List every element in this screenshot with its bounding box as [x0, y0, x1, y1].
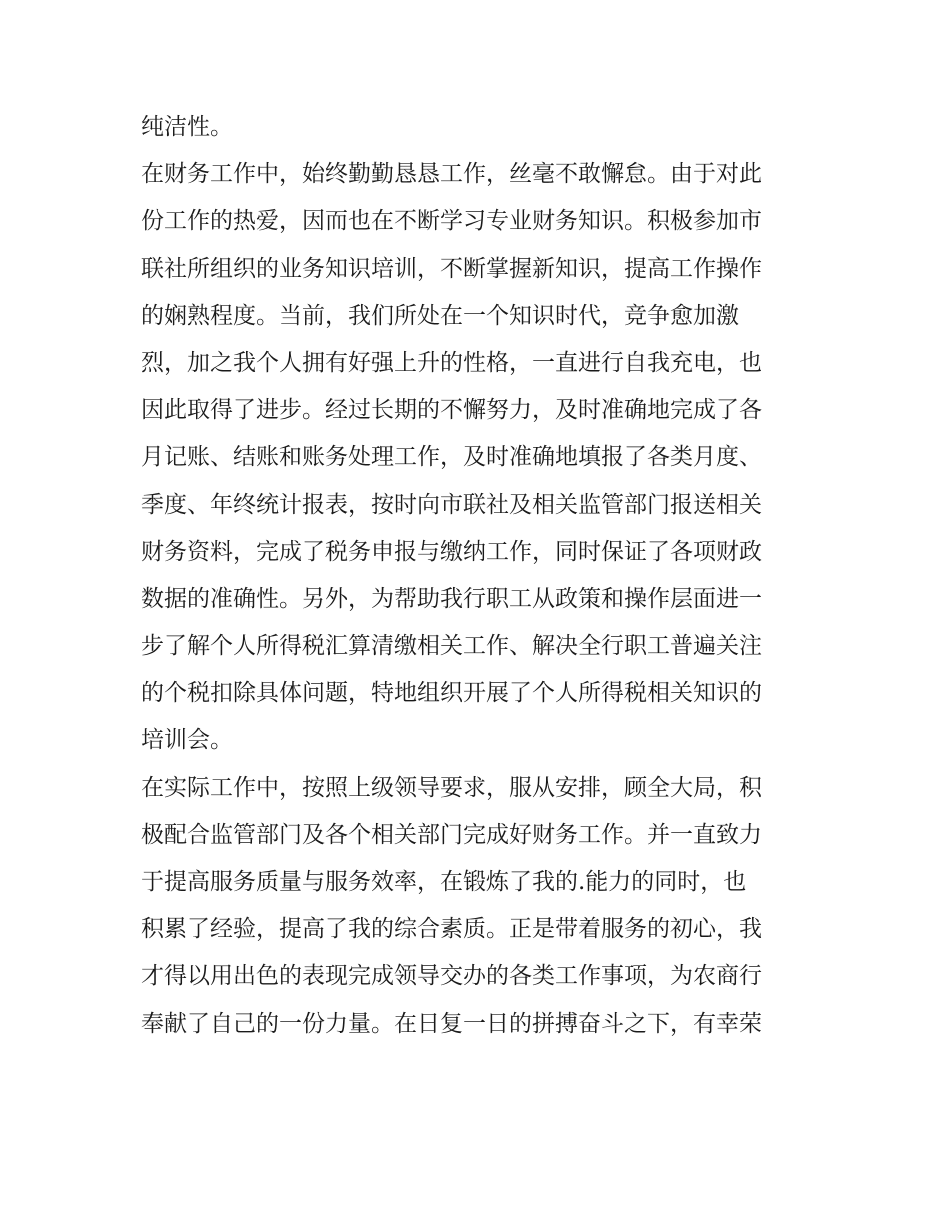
text-line: 才得以用出色的表现完成领导交办的各类工作事项，为农商行: [141, 963, 762, 990]
body-text: [141, 104, 821, 1048]
text-line: 极配合监管部门及各个相关部门完成好财务工作。并一直致力: [141, 821, 762, 848]
text-line: 步了解个人所得税汇算清缴相关工作、解决全行职工普遍关注: [141, 633, 762, 660]
text-line: 的个税扣除具体问题，特地组织开展了个人所得税相关知识的: [141, 680, 762, 707]
text-line: 培训会。: [141, 727, 233, 754]
text-line: 季度、年终统计报表，按时向市联社及相关监管部门报送相关: [141, 491, 762, 518]
text-line: 于提高服务质量与服务效率，在锻炼了我的.能力的同时，也: [141, 869, 747, 895]
text-line: 纯洁性。: [141, 114, 233, 140]
text-line: 份工作的热爱，因而也在不断学习专业财务知识。积极参加市: [141, 208, 762, 235]
text-line: 的娴熟程度。当前，我们所处在一个知识时代，竞争愈加激: [141, 302, 739, 329]
text-line: 因此取得了进步。经过长期的不懈努力，及时准确地完成了各: [141, 397, 762, 424]
text-line: 数据的准确性。另外，为帮助我行职工从政策和操作层面进一: [141, 585, 762, 612]
text-line: 财务资料，完成了税务申报与缴纳工作，同时保证了各项财政: [141, 538, 762, 565]
text-line: 月记账、结账和账务处理工作，及时准确地填报了各类月度、: [141, 444, 762, 471]
text-line: 奉献了自己的一份力量。在日复一日的拼搏奋斗之下，有幸荣: [141, 1010, 762, 1037]
text-line: 积累了经验，提高了我的综合素质。正是带着服务的初心，我: [141, 916, 762, 943]
text-line: 在财务工作中，始终勤勤恳恳工作，丝毫不敢懈怠。由于对此: [141, 161, 762, 188]
text-line: 联社所组织的业务知识培训，不断掌握新知识，提高工作操作: [141, 255, 762, 282]
text-line: 在实际工作中，按照上级领导要求，服从安排，顾全大局，积: [141, 774, 762, 801]
text-line: 烈，加之我个人拥有好强上升的性格，一直进行自我充电，也: [141, 349, 762, 376]
